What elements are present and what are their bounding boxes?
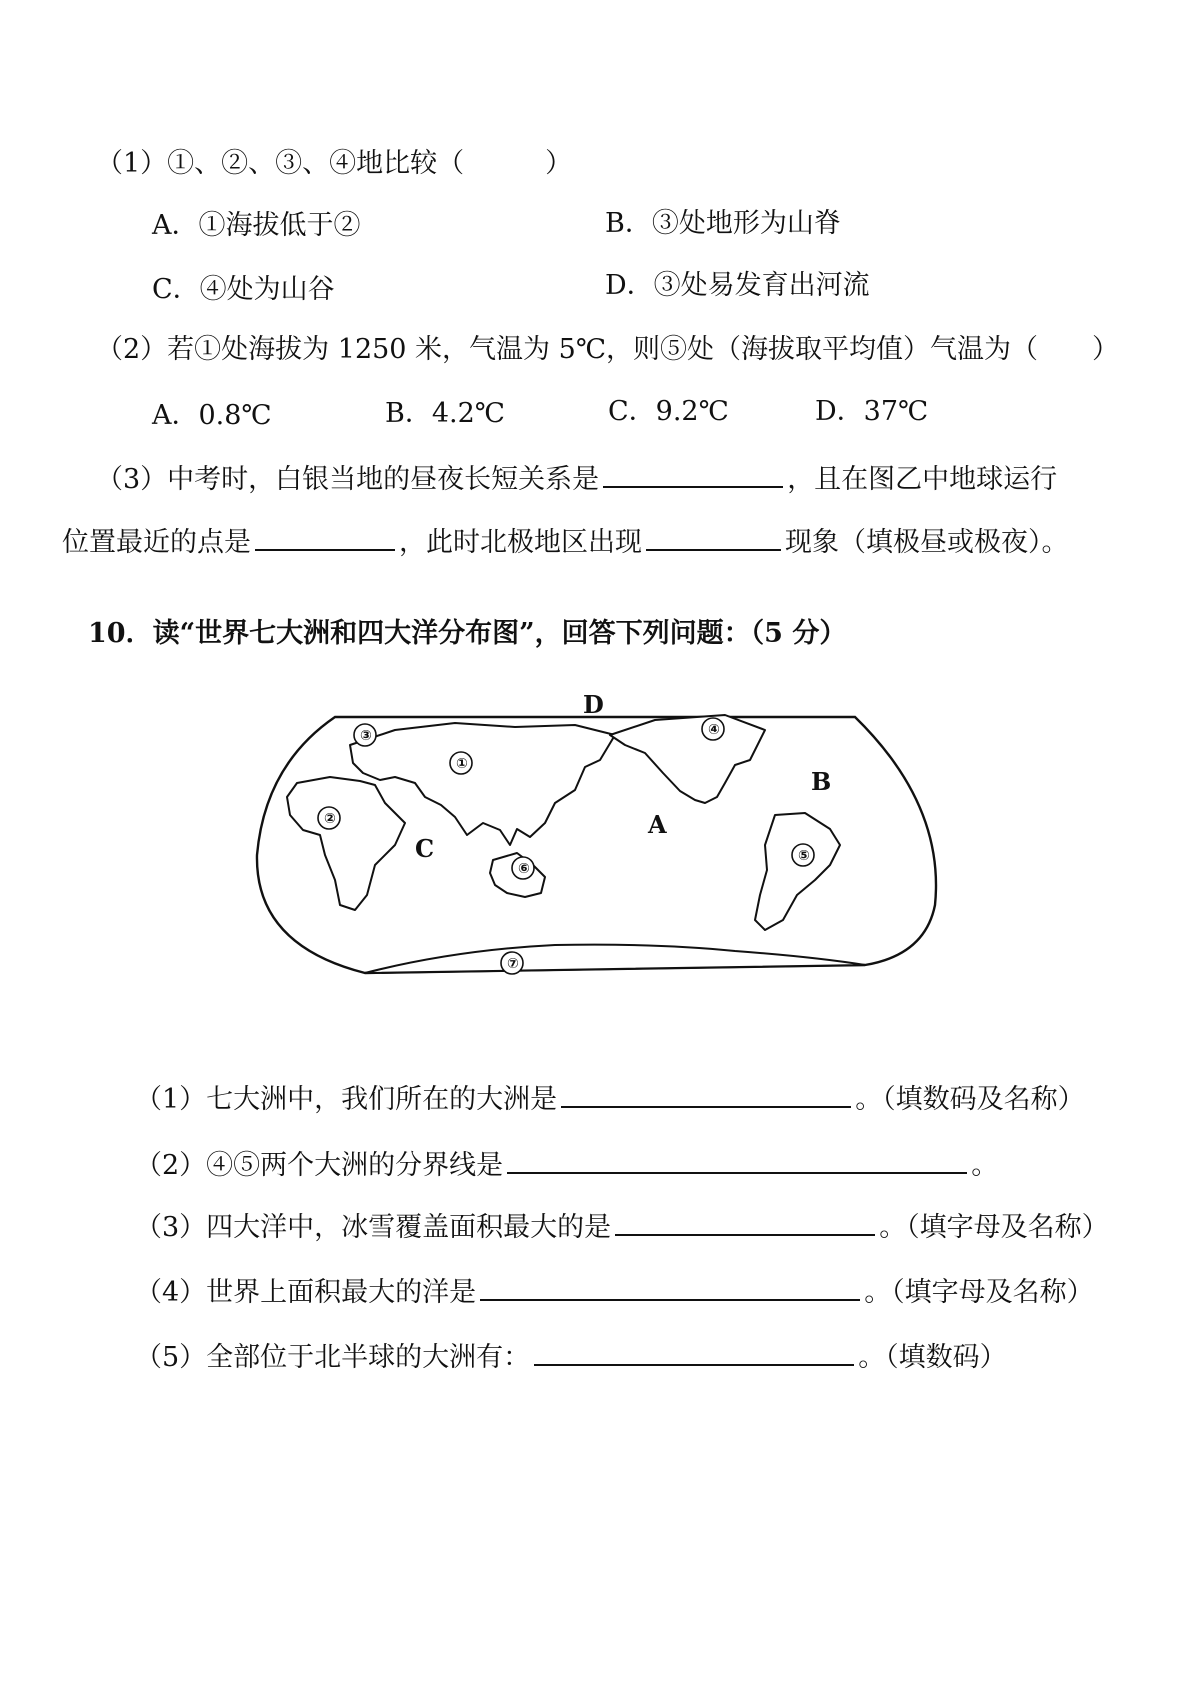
q9-p3-blank-2[interactable] [255,525,395,551]
q10-p5-text: （5）全部位于北半球的大洲有： [135,1342,531,1373]
q9-p3-blank-3[interactable] [646,525,781,551]
q10-p4-note: 。（填字母及名称） [864,1277,1094,1308]
marker-3 [354,724,376,746]
q9-p1-option-a: A．①海拔低于② [152,210,361,241]
q9-p3-text-1: （3）中考时，白银当地的昼夜长短关系是 [96,464,600,495]
ocean-label-c: C [415,834,435,863]
q9-p2-option-b: B．4.2℃ [385,398,505,429]
q10-p3-text: （3）四大洋中，冰雪覆盖面积最大的是 [135,1212,612,1243]
q9-p2-option-d: D．37℃ [815,396,929,427]
q10-p4-blank[interactable] [480,1275,860,1301]
q10-p4 [135,1275,1094,1306]
marker-7-label: ⑦ [507,956,519,972]
q10-p5-blank[interactable] [534,1340,854,1366]
marker-4-label: ④ [708,722,720,738]
q10-p1-blank[interactable] [561,1082,851,1108]
q9-p1-option-c: C．④处为山谷 [152,274,335,305]
marker-2 [318,807,340,829]
ocean-label-d: D [583,690,604,719]
q10-p3-note: 。（填字母及名称） [879,1212,1109,1243]
marker-5-label: ⑤ [798,848,810,864]
marker-1 [450,752,472,774]
q9-p3-line1 [96,462,1057,493]
q9-p3-line2 [62,525,1069,556]
ocean-label-b: B [811,767,832,796]
q9-p3-text-5: 现象（填极昼或极夜）。 [785,527,1069,558]
q10-p2-blank[interactable] [507,1148,967,1174]
marker-1-label: ① [456,756,468,772]
marker-2-label: ② [324,811,336,827]
q9-p2-stem: （2）若①处海拔为 1250 米，气温为 5℃，则⑤处（海拔取平均值）气温为（ ） [96,334,1120,365]
q9-p3-text-2: ，且在图乙中地球运行 [787,464,1058,495]
marker-6-label: ⑥ [518,861,530,877]
q9-p2-option-c: C．9.2℃ [608,396,729,427]
marker-7 [501,952,523,974]
q10-p1-note: 。（填数码及名称） [855,1084,1085,1115]
q9-p3-text-4: ，此时北极地区出现 [399,527,642,558]
q9-p2-option-a: A．0.8℃ [152,400,272,431]
q9-p1-option-d: D．③处易发育出河流 [605,270,870,301]
marker-4 [702,718,724,740]
q10-title: 10．读“世界七大洲和四大洋分布图”，回答下列问题：（5 分） [88,618,847,649]
marker-5 [792,844,814,866]
q10-p4-text: （4）世界上面积最大的洋是 [135,1277,477,1308]
q10-p3-blank[interactable] [615,1210,875,1236]
marker-6 [512,857,534,879]
q10-p2 [135,1148,998,1179]
q10-p3 [135,1210,1109,1241]
q10-p1-text: （1）七大洲中，我们所在的大洲是 [135,1084,558,1115]
q10-p2-note: 。 [971,1150,999,1181]
q9-p1-stem: （1）①、②、③、④地比较（ ） [96,148,573,179]
marker-3-label: ③ [360,728,372,744]
world-map [255,690,935,1080]
ocean-label-a: A [648,810,667,839]
q10-p1 [135,1082,1085,1113]
q9-p1-option-b: B．③处地形为山脊 [605,208,841,239]
q10-p2-text: （2）④⑤两个大洲的分界线是 [135,1150,504,1181]
q9-p3-blank-1[interactable] [603,462,783,488]
q10-p5 [135,1340,1007,1371]
q9-p3-text-3: 位置最近的点是 [62,527,251,558]
q10-p5-note: 。（填数码） [858,1342,1007,1373]
